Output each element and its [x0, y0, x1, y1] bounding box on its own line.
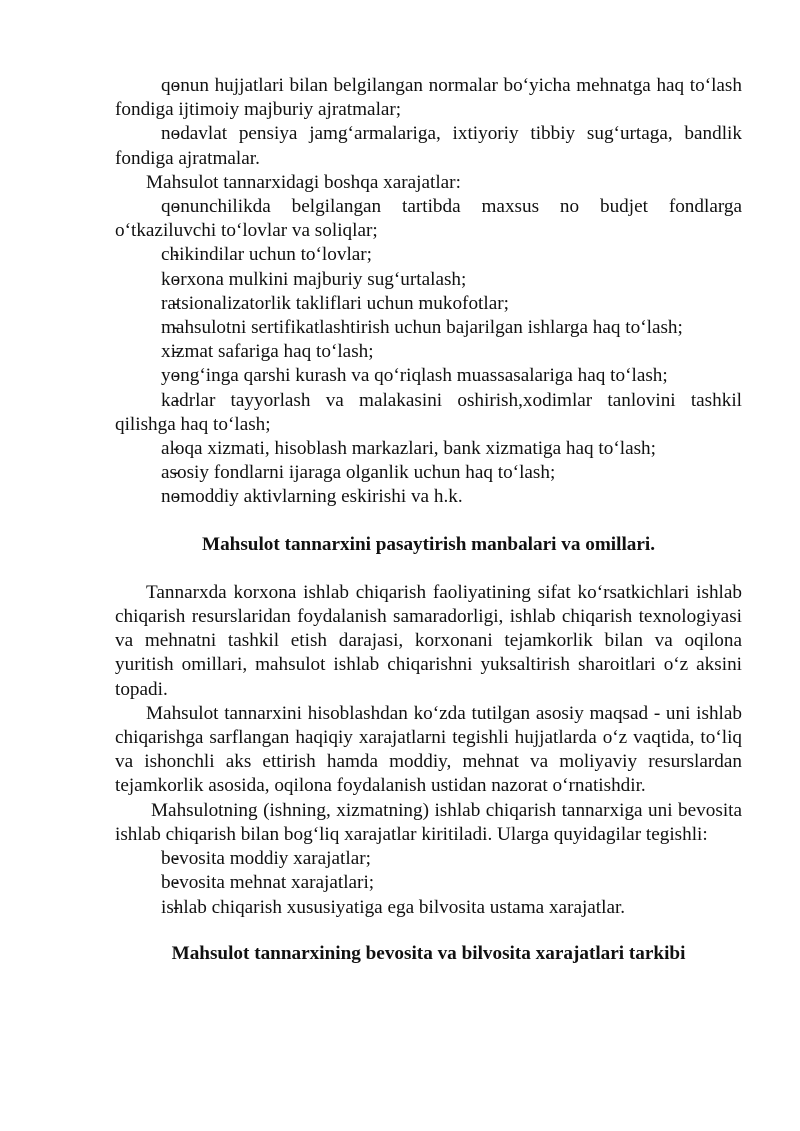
- section-heading: Mahsulot tannarxining bevosita va bilvosita xarajatlari tarkibi: [171, 942, 686, 964]
- list-item: - nomoddiy aktivlarning eskirishi va h.k.: [115, 485, 742, 509]
- list-item: - mahsulotni sertifikatlashtirish uchun bajarilgan ishlarga haq toʻlash;: [115, 316, 742, 340]
- section-heading: Mahsulot tannarxini pasaytirish manbalari va omillari.: [201, 533, 656, 555]
- paragraph: Tannarxda korxona ishlab chiqarish faoliyatining sifat koʻrsatkichlari ishlab chiqarish resurslaridan foydalanish samaradorligi, ishlab chiqarish texnologiyasi va mehnatni tashkil etish darajasi, korxonani tejamkorlik bilan va oqilona yuritish omillari, mahsulot ishlab chiqarishni yuksaltirish sharoitlari oʻz aksini topadi.: [115, 581, 742, 700]
- list-item: - qonun hujjatlari bilan belgilangan normalar boʻyicha mehnatga haq toʻlash fondiga ijtimoiy majburiy ajratmalar;: [115, 74, 742, 122]
- list-item: - korxona mulkini majburiy sugʻurtalash;: [115, 268, 742, 292]
- list-item: - ratsionalizatorlik takliflari uchun mukofotlar;: [115, 292, 742, 316]
- list-item: - qonunchilikda belgilangan tartibda maxsus no budjet fondlarga oʻtkaziluvchi toʻlovlar va soliqlar;: [115, 195, 742, 243]
- list-item: - aloqa xizmati, hisoblash markazlari, bank xizmatiga haq toʻlash;: [115, 437, 742, 461]
- other-costs-intro: Mahsulot tannarxidagi boshqa xarajatlar:: [146, 171, 461, 193]
- list-item: - bevosita moddiy xarajatlar;: [115, 847, 742, 871]
- paragraph: Mahsulotning (ishning, xizmatning) ishlab chiqarish tannarxiga uni bevosita ishlab chiqarish bilan bogʻliq xarajatlar kiritiladi. Ularga quyidagilar tegishli:: [115, 799, 742, 845]
- document-page: [115, 74, 742, 966]
- list-item: - chikindilar uchun toʻlovlar;: [115, 243, 742, 267]
- paragraph: Mahsulot tannarxini hisoblashdan koʻzda tutilgan asosiy maqsad - uni ishlab chiqarishga sarflangan haqiqiy xarajatlarni tegishli hujjatlarda oʻz vaqtida, toʻliq va ishonchli aks ettirish hamda moddiy, mehnat va moliyaviy resurslardan tejamkorlik asosida, oqilona foydalanish ustidan nazorat oʻrnatishdir.: [115, 702, 742, 797]
- list-item: - ishlab chiqarish xususiyatiga ega bilvosita ustama xarajatlar.: [115, 896, 742, 920]
- list-item: - yongʻinga qarshi kurash va qoʻriqlash muassasalariga haq toʻlash;: [115, 364, 742, 388]
- list-item: - kadrlar tayyorlash va malakasini oshirish,xodimlar tanlovini tashkil qilishga haq toʻlash;: [115, 389, 742, 437]
- list-item: - bevosita mehnat xarajatlari;: [115, 871, 742, 895]
- list-item: - asosiy fondlarni ijaraga olganlik uchun haq toʻlash;: [115, 461, 742, 485]
- list-item: - nodavlat pensiya jamgʻarmalariga, ixtiyoriy tibbiy sugʻurtaga, bandlik fondiga ajratmalar.: [115, 122, 742, 170]
- list-item: - xizmat safariga haq toʻlash;: [115, 340, 742, 364]
